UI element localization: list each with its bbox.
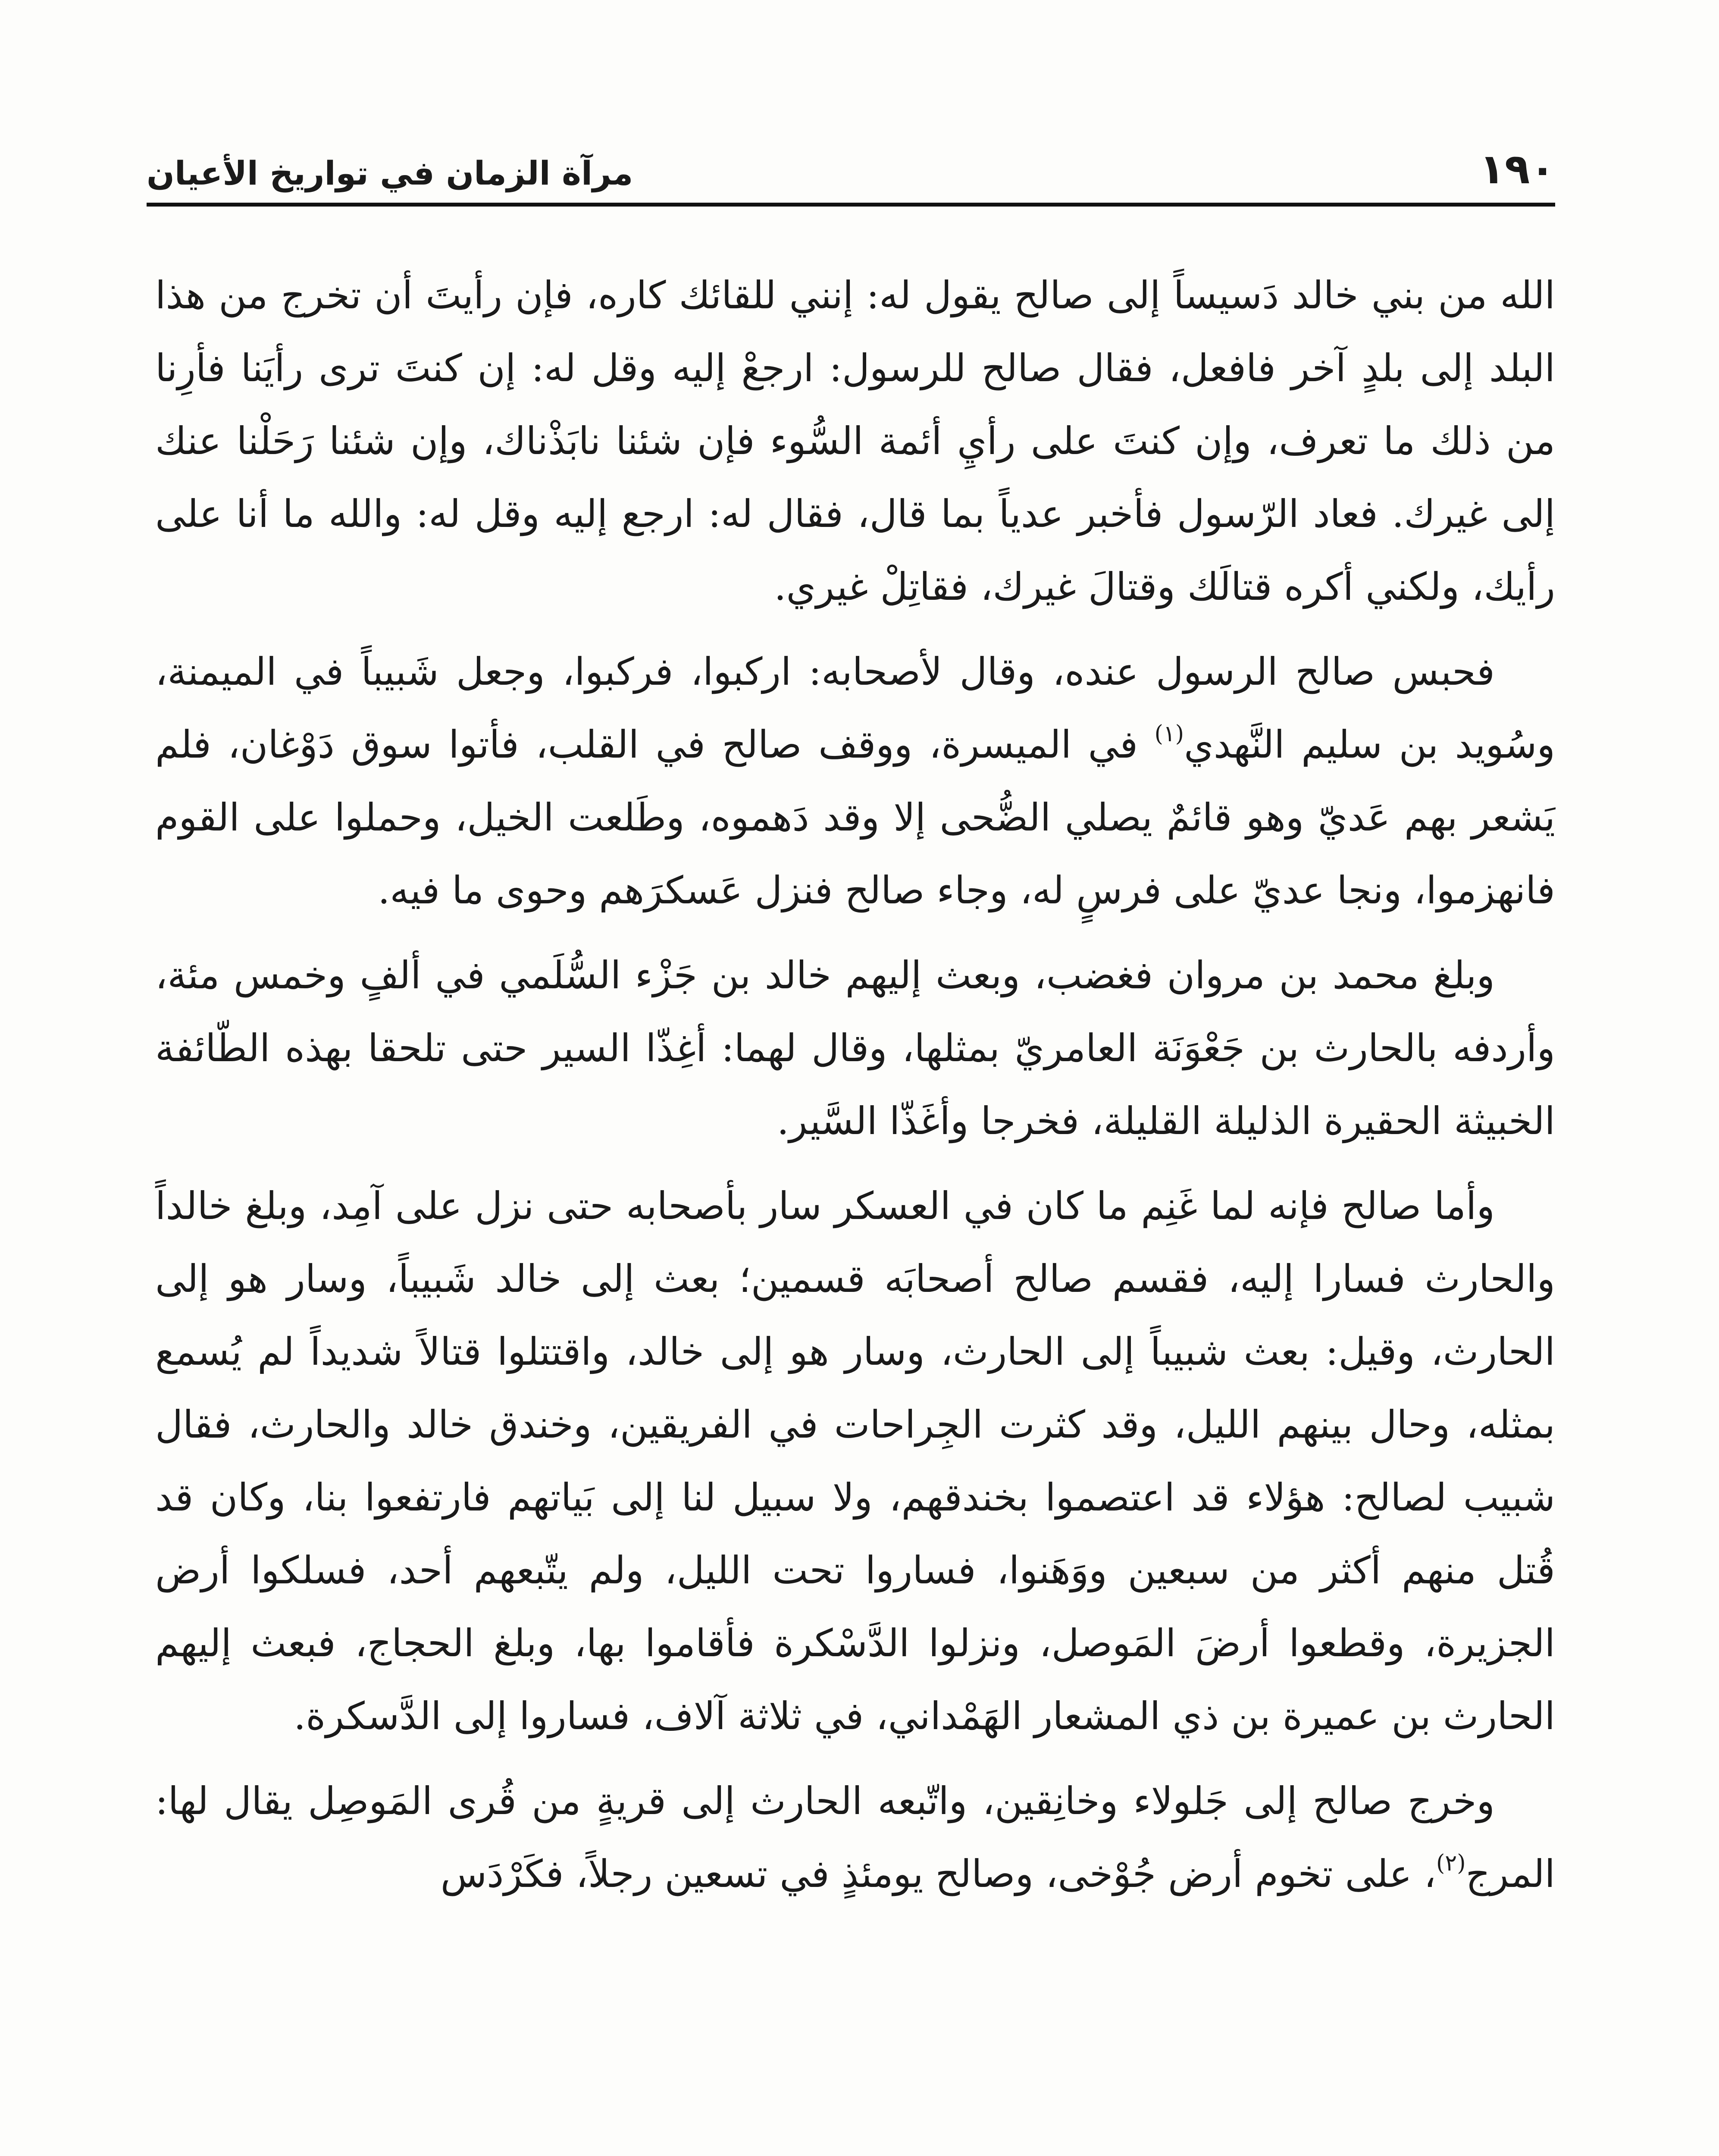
- paragraph-5-part-2: ، على تخوم أرض جُوْخى، وصالح يومئذٍ في تسعين رجلاً، فكَرْدَس: [440, 1852, 1436, 1896]
- paragraph-2-part-2: في الميسرة، ووقف صالح في القلب، فأتوا سوق دَوْغان، فلم يَشعر بهم عَديّ وهو قائمٌ يصلي الضُّحى إلا وقد دَهموه، وطَلعت الخيل، وحملوا على القوم فانهزموا، ونجا عديّ على فرسٍ له، وجاء صالح فنزل عَسكرَهم وحوى ما فيه.: [155, 722, 1555, 912]
- paragraph-2: [155, 635, 1555, 927]
- paragraph-4: وأما صالح فإنه لما غَنِم ما كان في العسكر سار بأصحابه حتى نزل على آمِد، وبلغ خالداً والحارث فسارا إليه، فقسم صالح أصحابَه قسمين؛ بعث إلى خالد شَبيباً، وسار هو إلى الحارث، وقيل: بعث شبيباً إلى الحارث، وسار هو إلى خالد، واقتتلوا قتالاً شديداً لم يُسمع بمثله، وحال بينهم الليل، وقد كثرت الجِراحات في الفريقين، وخندق خالد والحارث، فقال شبيب لصالح: هؤلاء قد اعتصموا بخندقهم، ولا سبيل لنا إلى بَياتهم فارتفعوا بنا، وكان قد قُتل منهم أكثر من سبعين ووَهَنوا، فساروا تحت الليل، ولم يتّبعهم أحد، فسلكوا أرض الجزيرة، وقطعوا أرضَ المَوصل، ونزلوا الدَّسْكرة فأقاموا بها، وبلغ الحجاج، فبعث إليهم الحارث بن عميرة بن ذي المشعار الهَمْداني، في ثلاثة آلاف، فساروا إلى الدَّسكرة.: [155, 1184, 1556, 1738]
- paragraph-3: وبلغ محمد بن مروان فغضب، وبعث إليهم خالد بن جَزْء السُّلَمي في ألفٍ وخمس مئة، وأردفه بالحارث بن جَعْوَنَة العامريّ بمثلها، وقال لهما: أغِذّا السير حتى تلحقا بهذه الطّائفة الخبيثة الحقيرة الذليلة القليلة، فخرجا وأغَذّا السَّير.: [155, 953, 1555, 1143]
- paragraph-2-part-1: فحبس صالح الرسول عنده، وقال لأصحابه: اركبوا، فركبوا، وجعل شَبيباً في الميمنة، وسُويد بن سليم النَّهدي: [155, 649, 1555, 767]
- page-header: [147, 129, 1555, 207]
- paragraph-1: الله من بني خالد دَسيساً إلى صالح يقول له: إنني للقائك كاره، فإن رأيتَ أن تخرج من هذا البلد إلى بلدٍ آخر فافعل، فقال صالح للرسول: ارجعْ إليه وقل له: إن كنتَ ترى رأيَنا فأرِنا من ذلك ما تعرف، وإن كنتَ على رأيِ أئمة السُّوء فإن شئنا نابَذْناك، وإن شئنا رَحَلْنا عنك إلى غيرك. فعاد الرّسول فأخبر عدياً بما قال، فقال له: ارجع إليه وقل له: والله ما أنا على رأيك، ولكني أكره قتالَك وقتالَ غيرك، فقاتِلْ غيري.: [155, 273, 1555, 609]
- footnote-ref-2: (٢): [1436, 1850, 1466, 1876]
- paragraph-5-part-1: وخرج صالح إلى جَلولاء وخانِقين، واتّبعه الحارث إلى قريةٍ من قُرى المَوصِل يقال لها: المرج: [155, 1779, 1555, 1896]
- running-title: مرآة الزمان في تواريخ الأعيان: [147, 154, 633, 192]
- paragraph-5: [155, 1764, 1555, 1910]
- page-number: ١٩٠: [1479, 145, 1555, 193]
- footnote-ref-1: (١): [1154, 721, 1184, 747]
- main-text: [155, 259, 1555, 1922]
